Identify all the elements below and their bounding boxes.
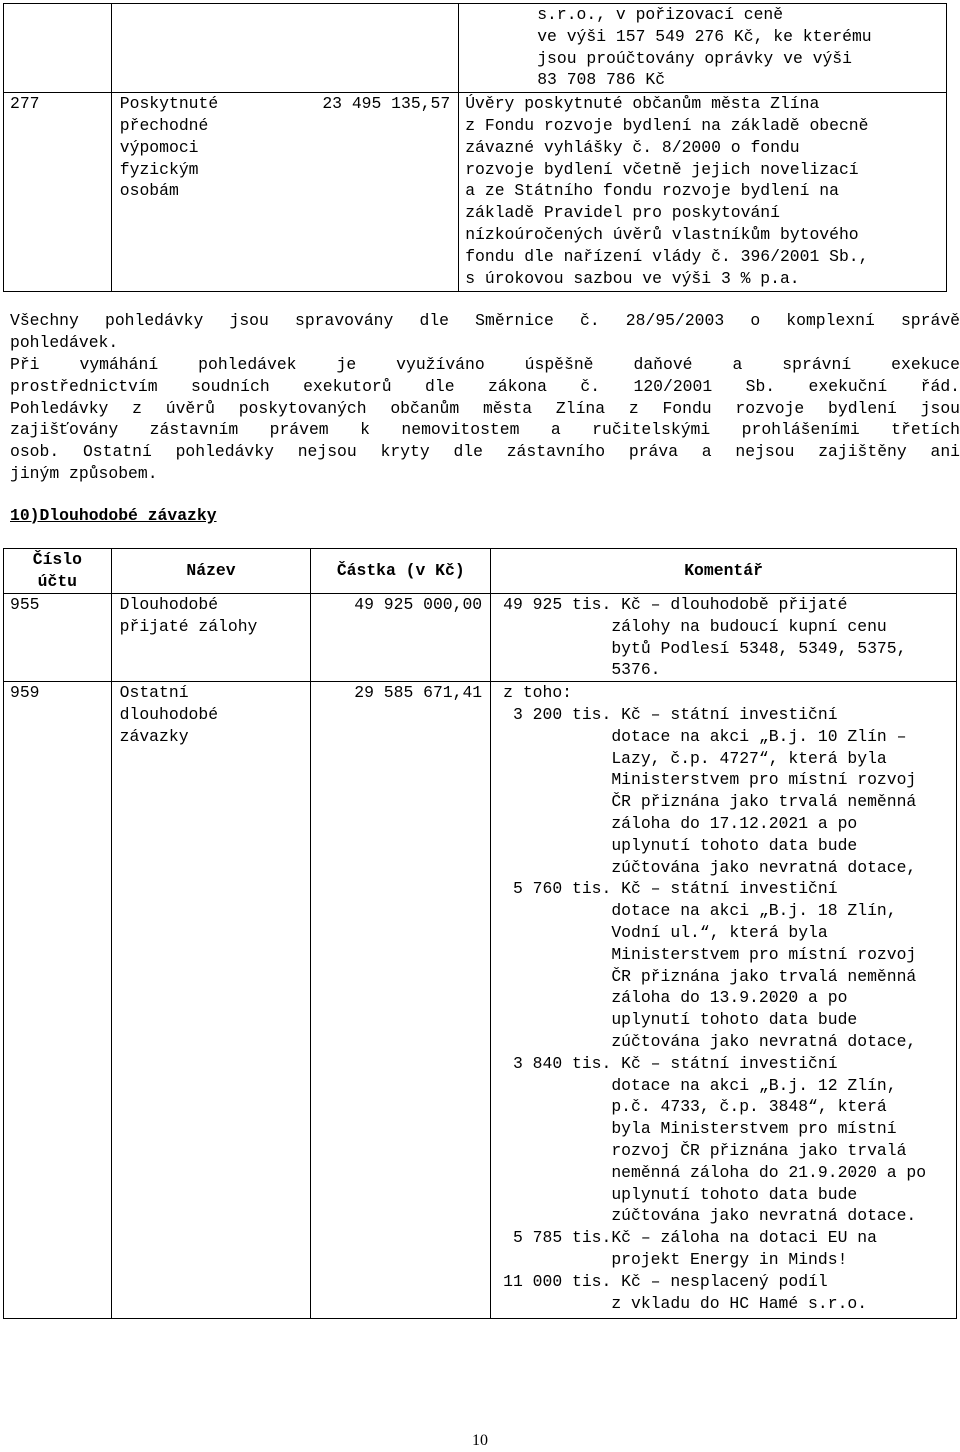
amount: 29 585 671,41 [354,683,483,703]
paragraph-line: Pohledávky z úvěrů poskytovaných občanům města Zlína z Fondu rozvoje bydlení jsou [10,398,960,418]
comment-line: 5 760 tis. Kč – státní investiční [503,879,838,899]
account-number: 277 [10,94,40,114]
name-cell [111,682,311,1319]
amount-cell [311,682,491,1319]
name-cell [111,594,311,682]
name-cell [111,93,458,292]
paragraph-line: osob. Ostatní pohledávky nejsou kryty dle zástavního práva a nejsou zajištěny ani [10,442,960,462]
comment-cell [459,4,947,93]
comment-line: uplynutí tohoto data bude [503,1010,858,1030]
comment-line: 83 708 786 Kč [537,70,666,90]
comment-line: závazné vyhlášky č. 8/2000 o fondu [465,137,800,157]
comment-line: 5376. [503,660,661,680]
comment-line: zúčtována jako nevratná dotace, [503,857,917,877]
liabilities-table [3,548,957,1319]
table-row [4,594,957,682]
comment-line: z Fondu rozvoje bydlení na základě obecně [465,115,869,135]
section-heading: 10)Dlouhodobé závazky [10,506,217,525]
comment-line: a ze Státního fondu rozvoje bydlení na [465,181,839,201]
paragraph-line: Při vymáhání pohledávek je využíváno úspěšně daňové a správní exekuce [10,355,960,374]
amount: 49 925 000,00 [354,595,483,614]
comment-line: ČR přiznána jako trvalá neměnná [503,792,917,812]
amount-cell [311,594,491,682]
comment-line: zúčtována jako nevratná dotace. [503,1206,917,1226]
name-cell [111,4,458,93]
comment-line: základě Pravidel pro poskytování [465,203,780,223]
comment-line: p.č. 4733, č.p. 3848“, která [503,1097,887,1117]
comment-line: ve výši 157 549 276 Kč, ke kterému [537,26,872,46]
name-line: dlouhodobé [119,704,219,724]
name-line: přijaté zálohy [119,616,258,636]
comment-line: jsou proúčtovány oprávky ve výši [537,48,852,68]
header-account-line: účtu [37,572,78,591]
comment-line: rozvoje bydlení včetně jejich novelizací [465,159,859,179]
table-header-row [4,549,957,594]
account-number: 959 [10,683,40,703]
paragraph-line: Všechny pohledávky jsou spravovány dle Směrnice č. 28/95/2003 o komplexní správě [10,311,960,330]
comment-line: z vkladu do HC Hamé s.r.o. [503,1293,868,1313]
comment-line: 3 840 tis. Kč – státní investiční [503,1053,838,1073]
comment-line: Vodní ul.“, která byla [503,922,828,942]
header-amount: Částka (v Kč) [311,549,491,594]
comment-cell [459,93,947,292]
account-cell [4,93,112,292]
comment-line: záloha do 13.9.2020 a po [503,988,848,1008]
account-cell [4,4,112,93]
comment-line: dotace na akci „B.j. 18 Zlín, [503,901,897,921]
comment-line: fondu dle nařízení vlády č. 396/2001 Sb., [465,246,869,266]
comment-line: s úrokovou sazbou ve výši 3 % p.a. [465,268,800,288]
name-line: Ostatní [119,683,189,703]
paragraph-line: prostřednictvím soudních exekutorů dle zákona č. 120/2001 Sb. exekuční řád. [10,376,960,396]
comment-line: neměnná záloha do 21.9.2020 a po [503,1162,927,1182]
comment-cell [491,682,957,1319]
comment-line: uplynutí tohoto data bude [503,1184,858,1204]
name-line: závazky [119,726,189,746]
comment-line: s.r.o., v pořizovací ceně [537,5,784,24]
comment-cell [491,594,957,682]
comment-line: bytů Podlesí 5348, 5349, 5375, [503,638,907,658]
paragraph-line: zajišťovány zástavním právem k nemovitostem a ručitelskými prohlášeními třetích [10,420,960,440]
table-row [4,4,947,93]
name-line: výpomoci [119,137,199,157]
comment-line: projekt Energy in Minds! [503,1249,848,1269]
header-name: Název [111,549,311,594]
header-account-line: Číslo [32,550,82,570]
comment-line: nízkoúročených úvěrů vlastníkům bytového [465,224,859,244]
comment-line: z toho: [503,683,572,703]
paragraph-line: jiným způsobem. [10,463,158,483]
name-line: Dlouhodobé [119,595,219,614]
account-number: 955 [10,595,40,614]
name-line: Poskytnuté [119,94,219,114]
table-row [4,682,957,1319]
paragraph-line: pohledávek. [10,332,119,352]
comment-line: Ministerstvem pro místní rozvoj [503,770,917,790]
name-line: fyzickým [119,159,199,179]
account-cell [4,594,112,682]
comment-line: ČR přiznána jako trvalá neměnná [503,966,917,986]
comment-line: Lazy, č.p. 4727“, která byla [503,748,887,768]
comment-line: Úvěry poskytnuté občanům města Zlína [465,94,820,114]
header-account [4,549,112,594]
page-number: 10 [472,1432,488,1449]
comment-line: rozvoj ČR přiznána jako trvalá [503,1140,907,1160]
comment-line: 5 785 tis.Kč – záloha na dotaci EU na [503,1228,877,1248]
comment-line: Ministerstvem pro místní rozvoj [503,944,917,964]
comment-line: 3 200 tis. Kč – státní investiční [503,704,838,724]
comment-line: 49 925 tis. Kč – dlouhodobě přijaté [503,595,848,614]
name-line: přechodné [119,115,209,135]
table-row [4,93,947,292]
comment-line: byla Ministerstvem pro místní [503,1119,897,1139]
paragraph-enforcement [10,354,960,485]
amount: 23 495 135,57 [322,94,451,114]
name-line: osobám [119,181,179,201]
comment-line: zálohy na budoucí kupní cenu [503,616,887,636]
comment-line: dotace na akci „B.j. 10 Zlín – [503,726,907,746]
comment-line: zúčtována jako nevratná dotace, [503,1031,917,1051]
comment-line: záloha do 17.12.2021 a po [503,813,858,833]
receivables-table [3,3,947,292]
comment-line: uplynutí tohoto data bude [503,835,858,855]
account-cell [4,682,112,1319]
paragraph-receivables-management [10,310,960,354]
comment-line: 11 000 tis. Kč – nesplacený podíl [503,1271,828,1291]
comment-line: dotace na akci „B.j. 12 Zlín, [503,1075,897,1095]
header-comment: Komentář [491,549,957,594]
